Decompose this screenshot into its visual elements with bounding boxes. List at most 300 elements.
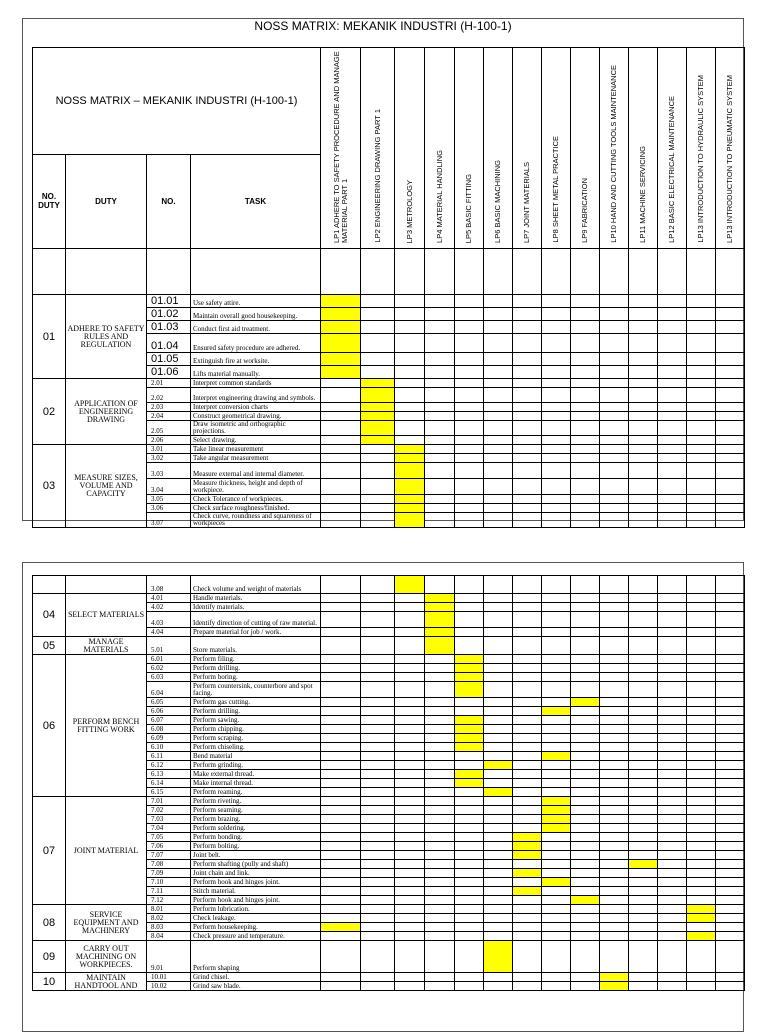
task-number: 6.07 bbox=[147, 716, 191, 725]
matrix-cell bbox=[425, 982, 455, 991]
matrix-cell bbox=[321, 842, 361, 851]
task-description: Conduct first aid treatment. bbox=[191, 321, 321, 334]
matrix-cell bbox=[395, 594, 425, 603]
matrix-cell bbox=[395, 842, 425, 851]
matrix-cell bbox=[658, 628, 687, 637]
matrix-cell bbox=[687, 504, 716, 513]
matrix-cell bbox=[571, 295, 600, 308]
matrix-cell bbox=[600, 603, 629, 612]
matrix-cell bbox=[600, 905, 629, 914]
matrix-cell bbox=[658, 388, 687, 403]
matrix-cell-marked bbox=[361, 388, 395, 403]
matrix-cell bbox=[658, 851, 687, 860]
matrix-cell bbox=[321, 743, 361, 752]
task-number: 7.02 bbox=[147, 806, 191, 815]
matrix-cell bbox=[629, 788, 658, 797]
matrix-cell bbox=[321, 815, 361, 824]
matrix-cell bbox=[513, 421, 542, 436]
matrix-cell bbox=[513, 673, 542, 682]
matrix-cell bbox=[484, 914, 513, 923]
matrix-cell bbox=[321, 982, 361, 991]
matrix-cell bbox=[425, 842, 455, 851]
matrix-cell bbox=[455, 612, 484, 628]
matrix-cell bbox=[600, 932, 629, 941]
matrix-cell bbox=[425, 973, 455, 982]
matrix-cell-marked bbox=[455, 734, 484, 743]
matrix-cell bbox=[455, 436, 484, 445]
table-row bbox=[33, 637, 745, 655]
matrix-cell bbox=[600, 637, 629, 655]
matrix-cell bbox=[455, 941, 484, 973]
matrix-cell bbox=[395, 707, 425, 716]
matrix-cell bbox=[455, 842, 484, 851]
matrix-cell bbox=[542, 637, 571, 655]
task-description: Perform drilling. bbox=[191, 707, 321, 716]
matrix-cell bbox=[629, 454, 658, 463]
matrix-cell bbox=[361, 923, 395, 932]
matrix-cell bbox=[629, 887, 658, 896]
task-description: Select drawing. bbox=[191, 436, 321, 445]
matrix-cell bbox=[361, 734, 395, 743]
matrix-cell bbox=[716, 806, 745, 815]
spacer-cell bbox=[395, 249, 425, 295]
table-row bbox=[33, 941, 745, 973]
matrix-cell bbox=[658, 743, 687, 752]
matrix-cell bbox=[687, 842, 716, 851]
matrix-cell bbox=[484, 334, 513, 353]
matrix-cell bbox=[658, 752, 687, 761]
matrix-cell bbox=[455, 479, 484, 495]
matrix-cell bbox=[658, 707, 687, 716]
matrix-cell bbox=[658, 495, 687, 504]
task-number: 7.07 bbox=[147, 851, 191, 860]
matrix-cell bbox=[687, 637, 716, 655]
matrix-cell bbox=[321, 379, 361, 388]
matrix-cell-marked bbox=[484, 761, 513, 770]
matrix-cell bbox=[716, 887, 745, 896]
matrix-cell bbox=[571, 637, 600, 655]
task-number: 6.14 bbox=[147, 779, 191, 788]
matrix-cell bbox=[629, 403, 658, 412]
spacer-cell bbox=[513, 249, 542, 295]
matrix-cell bbox=[629, 743, 658, 752]
matrix-cell bbox=[484, 403, 513, 412]
matrix-cell bbox=[395, 403, 425, 412]
matrix-cell bbox=[513, 923, 542, 932]
matrix-cell-marked bbox=[687, 905, 716, 914]
matrix-cell bbox=[425, 321, 455, 334]
matrix-cell bbox=[395, 637, 425, 655]
task-description: Maintain overall good housekeeping. bbox=[191, 308, 321, 321]
matrix-cell bbox=[600, 463, 629, 479]
matrix-cell bbox=[425, 308, 455, 321]
matrix-cell bbox=[513, 734, 542, 743]
lp-header-label: LP2 ENGINEERING DRAWING PART 1 bbox=[372, 109, 382, 243]
task-number: 01.03 bbox=[147, 321, 191, 334]
matrix-cell bbox=[425, 824, 455, 833]
matrix-cell bbox=[484, 779, 513, 788]
matrix-cell bbox=[513, 321, 542, 334]
matrix-cell bbox=[687, 788, 716, 797]
matrix-cell bbox=[716, 905, 745, 914]
matrix-cell bbox=[687, 851, 716, 860]
matrix-cell bbox=[658, 637, 687, 655]
matrix-cell bbox=[600, 896, 629, 905]
matrix-cell-marked bbox=[455, 673, 484, 682]
matrix-cell bbox=[513, 973, 542, 982]
matrix-cell bbox=[321, 932, 361, 941]
matrix-cell bbox=[395, 923, 425, 932]
matrix-cell bbox=[395, 379, 425, 388]
matrix-cell bbox=[425, 445, 455, 454]
lp-header-label: LP10 HAND AND CUTTING TOOLS MAINTENANCE bbox=[609, 65, 619, 243]
matrix-cell bbox=[658, 321, 687, 334]
matrix-cell bbox=[484, 655, 513, 664]
matrix-cell bbox=[687, 436, 716, 445]
matrix-cell bbox=[687, 761, 716, 770]
matrix-cell bbox=[658, 664, 687, 673]
matrix-cell bbox=[395, 725, 425, 734]
matrix-cell bbox=[629, 436, 658, 445]
matrix-cell bbox=[600, 664, 629, 673]
matrix-cell bbox=[542, 770, 571, 779]
matrix-cell bbox=[658, 905, 687, 914]
task-description: Measure thickness, height and depth of workpiece. bbox=[191, 479, 321, 495]
matrix-cell bbox=[395, 887, 425, 896]
duty-name: MAINTAIN HANDTOOL AND bbox=[66, 973, 147, 991]
matrix-cell bbox=[716, 815, 745, 824]
task-number: 6.11 bbox=[147, 752, 191, 761]
matrix-cell bbox=[425, 887, 455, 896]
matrix-cell bbox=[321, 824, 361, 833]
matrix-cell bbox=[361, 797, 395, 806]
matrix-cell bbox=[600, 412, 629, 421]
matrix-cell bbox=[687, 734, 716, 743]
duty-name: CARRY OUT MACHINING ON WORKPIECES. bbox=[66, 941, 147, 973]
lp-header-label: LP9 FABRICATION bbox=[580, 178, 590, 243]
matrix-cell bbox=[542, 412, 571, 421]
matrix-cell bbox=[425, 421, 455, 436]
matrix-cell bbox=[687, 806, 716, 815]
matrix-cell bbox=[361, 698, 395, 707]
matrix-cell bbox=[513, 797, 542, 806]
matrix-cell-marked bbox=[571, 896, 600, 905]
matrix-cell bbox=[629, 463, 658, 479]
duty-name: ADHERE TO SAFETY RULES AND REGULATION bbox=[66, 295, 147, 379]
matrix-cell bbox=[484, 752, 513, 761]
matrix-cell bbox=[716, 513, 745, 528]
matrix-cell bbox=[425, 923, 455, 932]
matrix-cell bbox=[687, 941, 716, 973]
matrix-cell bbox=[361, 770, 395, 779]
matrix-cell bbox=[600, 594, 629, 603]
matrix-cell bbox=[629, 878, 658, 887]
matrix-cell bbox=[513, 612, 542, 628]
matrix-cell-marked bbox=[600, 982, 629, 991]
lp-header-13 bbox=[687, 48, 716, 249]
task-number: 2.03 bbox=[147, 403, 191, 412]
task-description: Make external thread. bbox=[191, 770, 321, 779]
matrix-cell bbox=[361, 743, 395, 752]
matrix-cell bbox=[571, 504, 600, 513]
matrix-cell bbox=[687, 321, 716, 334]
matrix-cell bbox=[629, 761, 658, 770]
matrix-cell bbox=[716, 334, 745, 353]
task-description: Measure external and internal diameter. bbox=[191, 463, 321, 479]
spacer-cell bbox=[321, 249, 361, 295]
matrix-cell bbox=[600, 295, 629, 308]
task-description: Perform drilling. bbox=[191, 664, 321, 673]
matrix-cell bbox=[484, 824, 513, 833]
matrix-cell bbox=[571, 403, 600, 412]
matrix-cell bbox=[687, 495, 716, 504]
matrix-cell-marked bbox=[395, 445, 425, 454]
matrix-cell bbox=[542, 833, 571, 842]
matrix-cell bbox=[455, 698, 484, 707]
matrix-cell bbox=[321, 770, 361, 779]
task-description: Bend material bbox=[191, 752, 321, 761]
matrix-cell bbox=[629, 707, 658, 716]
matrix-cell bbox=[687, 353, 716, 366]
matrix-cell bbox=[716, 842, 745, 851]
matrix-cell bbox=[629, 682, 658, 698]
matrix-cell bbox=[600, 479, 629, 495]
matrix-cell bbox=[484, 923, 513, 932]
matrix-cell bbox=[513, 788, 542, 797]
matrix-cell bbox=[542, 923, 571, 932]
matrix-cell bbox=[658, 716, 687, 725]
matrix-cell bbox=[425, 725, 455, 734]
matrix-cell bbox=[542, 698, 571, 707]
matrix-cell bbox=[321, 725, 361, 734]
matrix-cell bbox=[361, 454, 395, 463]
task-description: Perform hook and hinges joint. bbox=[191, 896, 321, 905]
task-description: Draw isometric and orthographic projections. bbox=[191, 421, 321, 436]
matrix-cell bbox=[542, 887, 571, 896]
matrix-cell bbox=[455, 833, 484, 842]
matrix-cell bbox=[571, 878, 600, 887]
task-number: 7.12 bbox=[147, 896, 191, 905]
matrix-cell bbox=[687, 308, 716, 321]
spacer-cell bbox=[361, 249, 395, 295]
matrix-cell-marked bbox=[395, 463, 425, 479]
matrix-cell bbox=[658, 941, 687, 973]
matrix-cell bbox=[425, 366, 455, 379]
matrix-cell bbox=[321, 797, 361, 806]
matrix-cell bbox=[513, 504, 542, 513]
matrix-cell bbox=[321, 851, 361, 860]
matrix-cell-marked bbox=[425, 603, 455, 612]
matrix-cell bbox=[425, 682, 455, 698]
matrix-cell-marked bbox=[321, 295, 361, 308]
duty-name bbox=[66, 576, 147, 594]
matrix-cell bbox=[542, 436, 571, 445]
matrix-cell bbox=[629, 914, 658, 923]
matrix-cell bbox=[513, 412, 542, 421]
matrix-cell bbox=[395, 824, 425, 833]
matrix-cell bbox=[321, 682, 361, 698]
task-number: 6.06 bbox=[147, 707, 191, 716]
matrix-cell bbox=[716, 878, 745, 887]
matrix-table-1 bbox=[32, 47, 745, 528]
table-row bbox=[33, 905, 745, 914]
matrix-cell bbox=[484, 308, 513, 321]
matrix-cell bbox=[716, 612, 745, 628]
matrix-cell bbox=[395, 673, 425, 682]
matrix-cell bbox=[600, 779, 629, 788]
matrix-cell bbox=[687, 513, 716, 528]
matrix-cell bbox=[542, 973, 571, 982]
task-description: Stitch material. bbox=[191, 887, 321, 896]
matrix-cell bbox=[716, 941, 745, 973]
matrix-cell bbox=[600, 388, 629, 403]
matrix-cell bbox=[629, 815, 658, 824]
matrix-cell bbox=[571, 682, 600, 698]
matrix-cell bbox=[542, 594, 571, 603]
matrix-cell bbox=[513, 707, 542, 716]
matrix-cell bbox=[629, 637, 658, 655]
matrix-cell bbox=[484, 353, 513, 366]
matrix-cell bbox=[513, 698, 542, 707]
matrix-cell-marked bbox=[629, 860, 658, 869]
matrix-cell-marked bbox=[542, 806, 571, 815]
matrix-cell bbox=[629, 576, 658, 594]
matrix-cell bbox=[658, 295, 687, 308]
task-description: Perform gas cutting. bbox=[191, 698, 321, 707]
matrix-cell bbox=[455, 806, 484, 815]
matrix-cell bbox=[600, 725, 629, 734]
matrix-cell-marked bbox=[484, 941, 513, 973]
task-description: Perform bolting. bbox=[191, 842, 321, 851]
matrix-cell bbox=[600, 833, 629, 842]
matrix-cell bbox=[484, 504, 513, 513]
duty-number: 03 bbox=[33, 445, 66, 528]
matrix-cell bbox=[455, 752, 484, 761]
matrix-cell bbox=[687, 603, 716, 612]
matrix-cell bbox=[571, 869, 600, 878]
matrix-cell bbox=[395, 388, 425, 403]
matrix-cell bbox=[513, 628, 542, 637]
matrix-cell bbox=[571, 436, 600, 445]
matrix-cell bbox=[425, 734, 455, 743]
matrix-cell bbox=[484, 454, 513, 463]
matrix-cell bbox=[513, 982, 542, 991]
matrix-cell bbox=[658, 454, 687, 463]
matrix-cell bbox=[571, 914, 600, 923]
matrix-cell-marked bbox=[455, 779, 484, 788]
matrix-cell-marked bbox=[361, 379, 395, 388]
matrix-cell bbox=[600, 628, 629, 637]
matrix-cell-marked bbox=[455, 725, 484, 734]
matrix-cell bbox=[321, 612, 361, 628]
matrix-cell bbox=[484, 734, 513, 743]
matrix-cell bbox=[455, 851, 484, 860]
matrix-cell bbox=[321, 403, 361, 412]
task-number: 7.11 bbox=[147, 887, 191, 896]
matrix-cell bbox=[658, 612, 687, 628]
matrix-cell bbox=[716, 366, 745, 379]
matrix-cell bbox=[658, 308, 687, 321]
matrix-cell bbox=[484, 495, 513, 504]
task-description: Check surface roughness/finished. bbox=[191, 504, 321, 513]
lp-header-7 bbox=[513, 48, 542, 249]
matrix-cell bbox=[395, 860, 425, 869]
matrix-cell bbox=[542, 655, 571, 664]
matrix-cell bbox=[629, 379, 658, 388]
matrix-cell bbox=[658, 932, 687, 941]
matrix-cell bbox=[658, 770, 687, 779]
task-description: Interpret common standards bbox=[191, 379, 321, 388]
task-number: 8.02 bbox=[147, 914, 191, 923]
matrix-cell bbox=[600, 334, 629, 353]
matrix-cell bbox=[571, 833, 600, 842]
matrix-cell bbox=[542, 321, 571, 334]
matrix-cell-marked bbox=[600, 973, 629, 982]
matrix-cell bbox=[395, 436, 425, 445]
task-number: 2.04 bbox=[147, 412, 191, 421]
matrix-cell bbox=[629, 334, 658, 353]
matrix-cell bbox=[425, 806, 455, 815]
matrix-cell bbox=[658, 815, 687, 824]
matrix-cell bbox=[321, 513, 361, 528]
matrix-cell bbox=[513, 594, 542, 603]
matrix-cell bbox=[687, 388, 716, 403]
matrix-cell bbox=[484, 698, 513, 707]
matrix-cell bbox=[542, 914, 571, 923]
matrix-cell bbox=[395, 734, 425, 743]
matrix-cell-marked bbox=[425, 594, 455, 603]
matrix-cell bbox=[542, 403, 571, 412]
matrix-cell bbox=[321, 655, 361, 664]
matrix-cell bbox=[658, 878, 687, 887]
matrix-cell bbox=[513, 637, 542, 655]
matrix-cell bbox=[571, 412, 600, 421]
matrix-cell bbox=[716, 655, 745, 664]
matrix-cell bbox=[629, 421, 658, 436]
matrix-cell bbox=[484, 603, 513, 612]
matrix-cell bbox=[425, 878, 455, 887]
matrix-cell bbox=[600, 353, 629, 366]
matrix-cell bbox=[425, 788, 455, 797]
matrix-cell bbox=[425, 707, 455, 716]
matrix-cell bbox=[629, 445, 658, 454]
spacer-cell bbox=[542, 249, 571, 295]
task-description: Extinguish fire at worksite. bbox=[191, 353, 321, 366]
matrix-cell bbox=[542, 682, 571, 698]
matrix-cell bbox=[542, 479, 571, 495]
matrix-cell bbox=[600, 887, 629, 896]
matrix-cell bbox=[629, 655, 658, 664]
matrix-cell-marked bbox=[687, 914, 716, 923]
lp-header-1 bbox=[321, 48, 361, 249]
task-number: 8.01 bbox=[147, 905, 191, 914]
duty-name: PERFORM BENCH FITTING WORK bbox=[66, 655, 147, 797]
task-number: 6.08 bbox=[147, 725, 191, 734]
matrix-cell bbox=[484, 932, 513, 941]
matrix-cell bbox=[513, 436, 542, 445]
task-description: Perform countersink, counterbore and spot facing. bbox=[191, 682, 321, 698]
task-number: 3.01 bbox=[147, 445, 191, 454]
task-number: 7.04 bbox=[147, 824, 191, 833]
matrix-cell bbox=[716, 923, 745, 932]
matrix-cell bbox=[600, 698, 629, 707]
spacer-cell bbox=[629, 249, 658, 295]
matrix-cell bbox=[571, 454, 600, 463]
matrix-cell bbox=[484, 982, 513, 991]
matrix-cell-marked bbox=[321, 334, 361, 353]
task-description: Make internal thread. bbox=[191, 779, 321, 788]
task-number: 6.03 bbox=[147, 673, 191, 682]
